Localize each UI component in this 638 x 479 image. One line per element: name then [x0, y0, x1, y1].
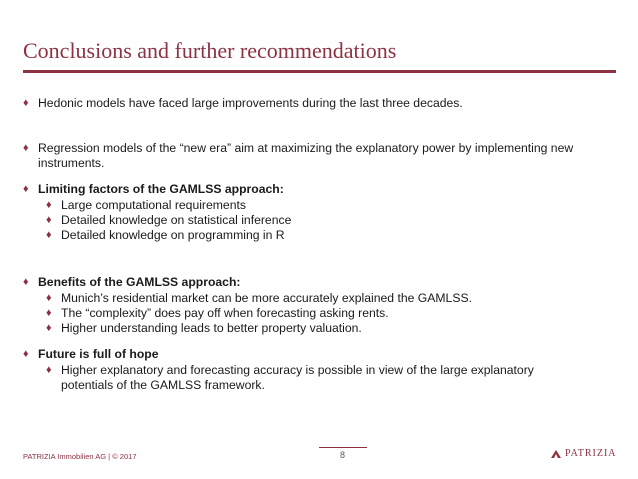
sub-bullet-text: Higher explanatory and forecasting accuracy is possible in view of the large explanatory potentials of the GAMLSS framework. — [61, 363, 534, 392]
diamond-bullet-icon: ♦ — [46, 199, 52, 211]
sub-bullet-item — [46, 291, 623, 306]
diamond-bullet-icon: ♦ — [23, 142, 29, 154]
diamond-bullet-icon: ♦ — [46, 214, 52, 226]
bullet-heading: Limiting factors of the GAMLSS approach: — [38, 182, 284, 196]
sub-bullet-item — [46, 213, 623, 228]
sub-bullet-item — [46, 321, 623, 336]
bullet-text: Hedonic models have faced large improvements during the last three decades. — [38, 96, 463, 110]
title-divider — [23, 70, 616, 73]
sub-bullet-text: Large computational requirements — [61, 198, 246, 212]
bullet-heading: Future is full of hope — [38, 347, 159, 361]
sub-bullet-item — [46, 228, 623, 243]
diamond-bullet-icon: ♦ — [23, 276, 29, 288]
diamond-bullet-icon: ♦ — [23, 97, 29, 109]
bullet-benefits — [23, 275, 623, 336]
page-number: 8 — [340, 450, 346, 460]
diamond-bullet-icon: ♦ — [46, 292, 52, 304]
diamond-bullet-icon: ♦ — [23, 183, 29, 195]
patrizia-leaf-icon — [550, 449, 562, 459]
bullet-text: Regression models of the “new era” aim at maximizing the explanatory power by implementing new instruments. — [38, 141, 574, 170]
diamond-bullet-icon: ♦ — [46, 322, 52, 334]
bullet-heading: Benefits of the GAMLSS approach: — [38, 275, 241, 289]
sub-bullet-list — [23, 291, 623, 336]
sub-bullet-text: Higher understanding leads to better property valuation. — [61, 321, 362, 335]
sub-bullet-text: The “complexity” does pay off when forecasting asking rents. — [61, 306, 389, 320]
sub-bullet-text: Detailed knowledge on programming in R — [61, 228, 285, 242]
bullet-regression-models — [23, 141, 623, 171]
page-number-divider — [319, 447, 367, 448]
footer-company: PATRIZIA Immobilien AG | © 2017 — [23, 452, 137, 461]
sub-bullet-text: Detailed knowledge on statistical inference — [61, 213, 292, 227]
page-title: Conclusions and further recommendations — [23, 38, 397, 63]
sub-bullet-item — [46, 198, 623, 213]
diamond-bullet-icon: ♦ — [23, 348, 29, 360]
bullet-hedonic-models — [23, 96, 623, 111]
bullet-limiting-factors — [23, 182, 623, 243]
diamond-bullet-icon: ♦ — [46, 364, 52, 376]
sub-bullet-item — [46, 306, 623, 321]
diamond-bullet-icon: ♦ — [46, 229, 52, 241]
sub-bullet-list — [23, 198, 623, 243]
diamond-bullet-icon: ♦ — [46, 307, 52, 319]
logo-text: PATRIZIA — [565, 448, 617, 459]
bullet-future — [23, 347, 623, 393]
sub-bullet-text: Munich’s residential market can be more accurately explained the GAMLSS. — [61, 291, 472, 305]
company-logo — [550, 448, 617, 459]
sub-bullet-item — [46, 363, 586, 393]
sub-bullet-list — [23, 363, 623, 393]
